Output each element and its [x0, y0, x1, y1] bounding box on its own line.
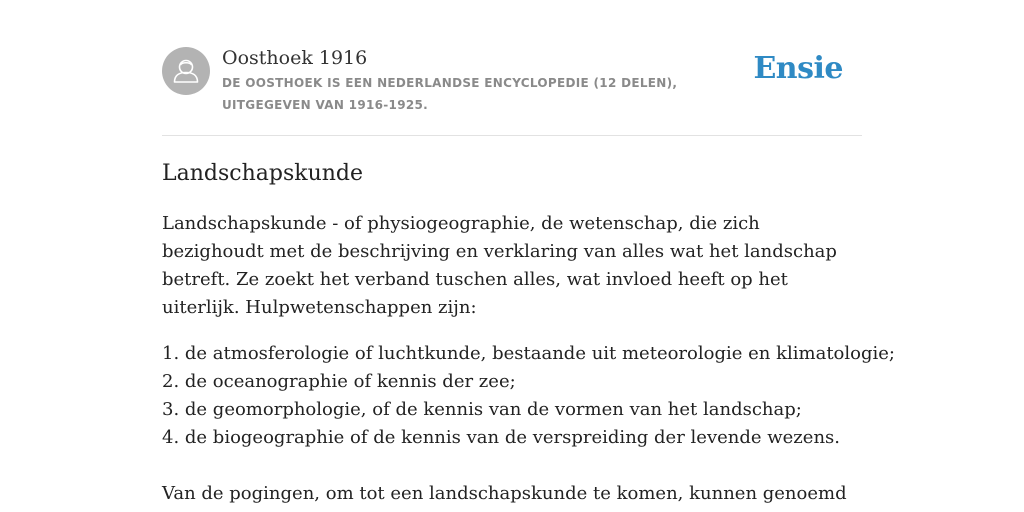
- list-item: 3. de geomorphologie, of de kennis van de vormen van het landschap;: [162, 399, 802, 420]
- source-title[interactable]: Oosthoek 1916: [222, 47, 368, 69]
- source-header: [162, 46, 862, 136]
- article-title: Landschapskunde: [162, 161, 364, 186]
- article-paragraph: Landschapskunde - of physiogeographie, de wetenschap, die zich bezighoudt met de beschrijving en verklaring van alles wat het landschap betreft. Ze zoekt het verband tuschen alles, wat invloed heeft op het uiterlijk. Hulpwetenschappen zijn:: [162, 213, 837, 318]
- list-item: 2. de oceanographie of kennis der zee;: [162, 371, 516, 392]
- list-item: 1. de atmosferologie of luchtkunde, bestaande uit meteorologie en klimatologie;: [162, 343, 895, 364]
- source-avatar[interactable]: [162, 47, 210, 95]
- article-content: [162, 158, 895, 508]
- list-item: 4. de biogeographie of de kennis van de verspreiding der levende wezens.: [162, 427, 840, 448]
- article-list: [162, 340, 895, 452]
- article-continuation: Van de pogingen, om tot een landschapskunde te komen, kunnen genoemd: [162, 483, 847, 504]
- header-divider: [162, 135, 862, 136]
- user-silhouette-icon: [162, 47, 210, 95]
- brand-logo[interactable]: Ensie: [753, 51, 843, 86]
- source-description: DE OOSTHOEK IS EEN NEDERLANDSE ENCYCLOPEDIE (12 DELEN), UITGEGEVEN VAN 1916-1925.: [222, 76, 678, 112]
